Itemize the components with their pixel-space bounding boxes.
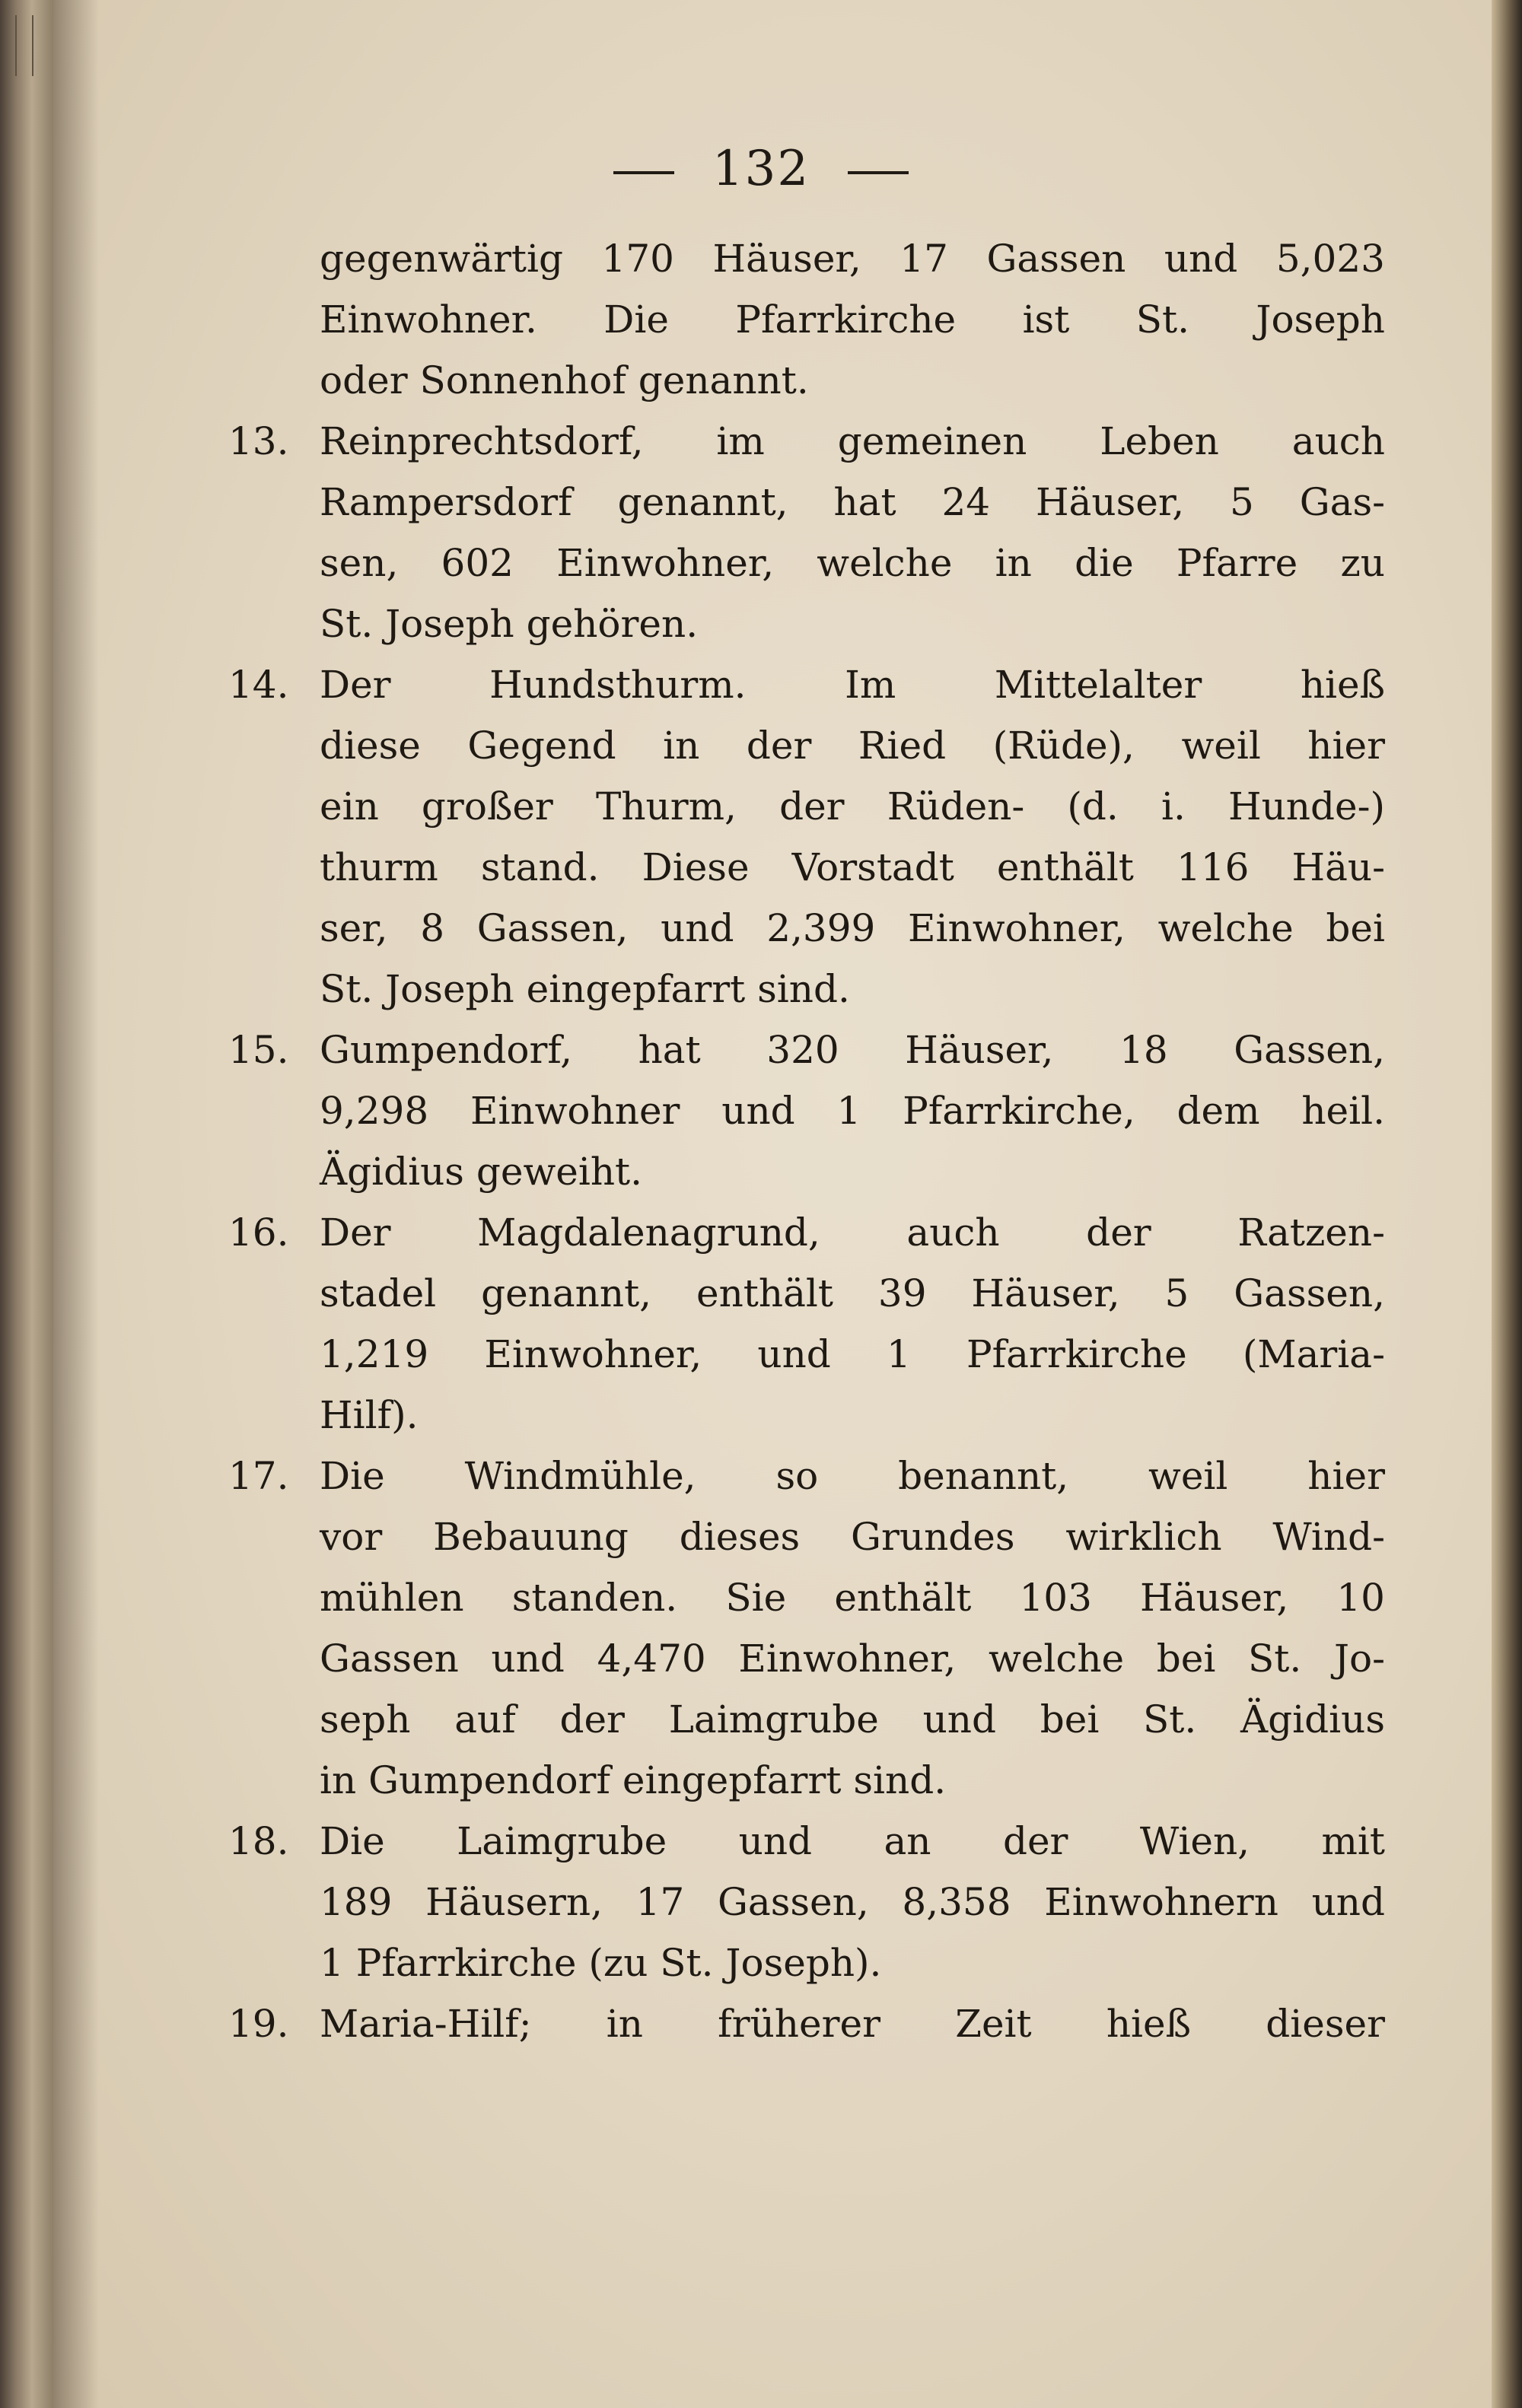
header-dash-left [613, 171, 674, 174]
text-line [320, 533, 1385, 593]
line-text: Gassen und 4,470 Einwohner, welche bei St. Jo- [320, 1637, 1385, 1681]
text-line [228, 654, 1385, 715]
line-text: gegenwärtig 170 Häuser, 17 Gassen und 5,023 [320, 237, 1385, 281]
text-line [320, 1385, 1385, 1446]
line-text: sen, 602 Einwohner, welche in die Pfarre zu [320, 541, 1385, 585]
line-text: Der Hundsthurm. Im Mittelalter hieß [320, 663, 1385, 707]
line-text: Reinprechtsdorf, im gemeinen Leben auch [320, 419, 1385, 463]
text-line [320, 1263, 1385, 1324]
line-text: Hilf). [320, 1393, 419, 1437]
entry-number: 14. [228, 663, 289, 707]
line-text: St. Joseph gehören. [320, 602, 699, 646]
line-text: Ägidius geweiht. [320, 1150, 643, 1194]
text-line [320, 898, 1385, 959]
text-line [228, 1446, 1385, 1506]
line-text: ser, 8 Gassen, und 2,399 Einwohner, welche bei [320, 906, 1385, 950]
text-line [320, 1080, 1385, 1141]
entry-number: 13. [228, 419, 289, 463]
entry-number: 16. [228, 1210, 289, 1255]
line-text: Die Windmühle, so benannt, weil hier [320, 1454, 1385, 1498]
page-edge-line [15, 15, 17, 76]
line-text: seph auf der Laimgrube und bei St. Ägidius [320, 1697, 1385, 1742]
text-line [320, 1750, 1385, 1811]
line-text: oder Sonnenhof genannt. [320, 358, 809, 402]
entry-number: 18. [228, 1819, 289, 1863]
right-page-edge [1492, 0, 1522, 2408]
text-line [320, 1567, 1385, 1628]
line-text: Maria-Hilf; in früherer Zeit hieß dieser [320, 2002, 1385, 2046]
text-line [320, 837, 1385, 898]
text-line [320, 776, 1385, 837]
text-line [320, 1689, 1385, 1750]
line-text: diese Gegend in der Ried (Rüde), weil hier [320, 724, 1385, 768]
line-text: stadel genannt, enthält 39 Häuser, 5 Gassen, [320, 1271, 1385, 1315]
text-line [320, 472, 1385, 533]
text-line [320, 593, 1385, 654]
text-line [320, 1324, 1385, 1385]
line-text: 189 Häusern, 17 Gassen, 8,358 Einwohnern und [320, 1880, 1385, 1924]
line-text: Der Magdalenagrund, auch der Ratzen- [320, 1210, 1385, 1255]
text-line [320, 1141, 1385, 1202]
line-text: in Gumpendorf eingepfarrt sind. [320, 1758, 947, 1802]
text-line [320, 959, 1385, 1020]
text-line [228, 1202, 1385, 1263]
line-text: St. Joseph eingepfarrt sind. [320, 967, 850, 1011]
line-text: Die Laimgrube und an der Wien, mit [320, 1819, 1385, 1863]
text-line [320, 1506, 1385, 1567]
line-text: Rampersdorf genannt, hat 24 Häuser, 5 Gas- [320, 480, 1385, 524]
entry-number: 17. [228, 1454, 289, 1498]
text-line [320, 350, 1385, 411]
line-text: 1,219 Einwohner, und 1 Pfarrkirche (Maria- [320, 1332, 1385, 1376]
page-number: 132 [712, 141, 810, 197]
text-line [228, 1811, 1385, 1872]
left-page-edge [0, 0, 53, 2408]
text-line [320, 1872, 1385, 1932]
text-line [228, 1020, 1385, 1080]
line-text: vor Bebauung dieses Grundes wirklich Wind- [320, 1515, 1385, 1559]
text-line [320, 1932, 1385, 1993]
entry-number: 19. [228, 2002, 289, 2046]
gutter-shadow [53, 0, 99, 2408]
line-text: Einwohner. Die Pfarrkirche ist St. Joseph [320, 297, 1385, 342]
line-text: mühlen standen. Sie enthält 103 Häuser, 10 [320, 1576, 1385, 1620]
text-line [320, 289, 1385, 350]
text-line [320, 1628, 1385, 1689]
line-text: Gumpendorf, hat 320 Häuser, 18 Gassen, [320, 1028, 1385, 1072]
text-line [320, 228, 1385, 289]
line-text: 9,298 Einwohner und 1 Pfarrkirche, dem heil. [320, 1089, 1385, 1133]
page-body-text [228, 228, 1385, 2054]
line-text: thurm stand. Diese Vorstadt enthält 116 Häu- [320, 845, 1385, 889]
text-line [320, 715, 1385, 776]
page-edge-line [32, 15, 33, 76]
entry-number: 15. [228, 1028, 289, 1072]
line-text: 1 Pfarrkirche (zu St. Joseph). [320, 1941, 882, 1985]
text-line [228, 1993, 1385, 2054]
line-text: ein großer Thurm, der Rüden- (d. i. Hunde-) [320, 784, 1385, 829]
header-dash-right [848, 171, 909, 174]
page-header [0, 141, 1522, 197]
text-line [228, 411, 1385, 472]
